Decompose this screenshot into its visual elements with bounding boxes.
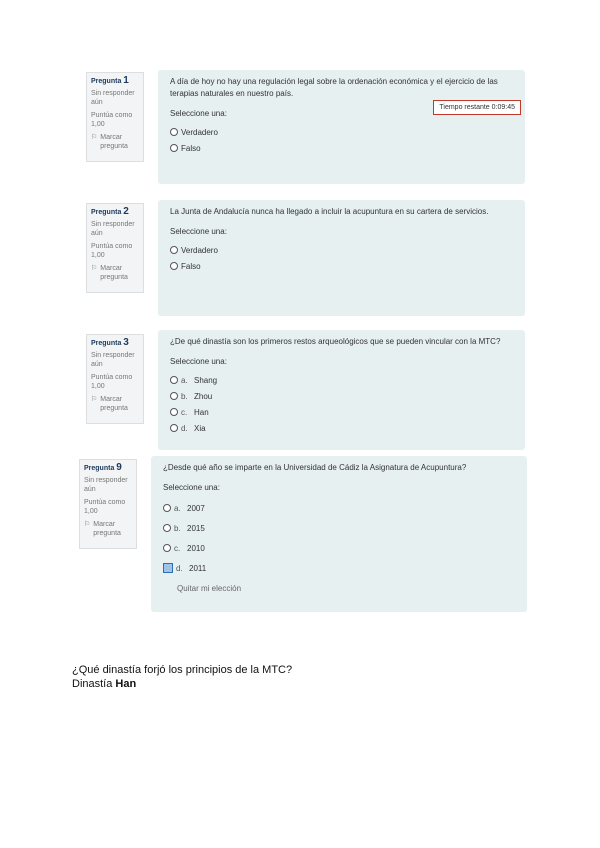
- time-remaining: Tiempo restante 0:09:45: [433, 100, 521, 115]
- question-content: [158, 70, 525, 184]
- question-title: Pregunta 2: [91, 206, 129, 217]
- flag-icon: ⚐: [84, 521, 91, 528]
- answer-option[interactable]: Falso: [170, 258, 513, 274]
- answer-option[interactable]: a. Shang: [170, 372, 513, 388]
- answer-option-selected[interactable]: d. 2011: [163, 558, 515, 578]
- answer-option[interactable]: b. 2015: [163, 518, 515, 538]
- question-status: Sin responder aún: [91, 221, 135, 237]
- select-prompt: Seleccione una:: [170, 109, 227, 118]
- flag-icon: ⚐: [91, 396, 98, 403]
- select-prompt: Seleccione una:: [170, 227, 227, 236]
- radio-button[interactable]: [163, 524, 171, 532]
- radio-button-selected[interactable]: [163, 563, 173, 573]
- question-info: [86, 203, 144, 293]
- question-content: [158, 200, 525, 316]
- question-score: Puntúa como 1,00: [91, 374, 133, 390]
- flag-icon: ⚐: [91, 134, 98, 141]
- answer-option[interactable]: c. Han: [170, 404, 513, 420]
- question-info: [86, 72, 144, 162]
- answer-option[interactable]: Verdadero: [170, 124, 513, 140]
- select-prompt: Seleccione una:: [163, 483, 220, 492]
- select-prompt: Seleccione una:: [170, 357, 227, 366]
- question-info: [79, 459, 137, 549]
- radio-button[interactable]: [170, 144, 178, 152]
- flag-question-link[interactable]: ⚐ Marcar pregunta: [91, 134, 128, 150]
- question-score: Puntúa como 1,00: [84, 499, 126, 515]
- answer-option[interactable]: b. Zhou: [170, 388, 513, 404]
- answer-option[interactable]: Falso: [170, 140, 513, 156]
- question-info: [86, 334, 144, 424]
- flag-question-link[interactable]: ⚐ Marcar pregunta: [84, 521, 121, 537]
- clear-choice-link[interactable]: Quitar mi elección: [177, 584, 242, 593]
- answer-option[interactable]: a. 2007: [163, 498, 515, 518]
- footer-question: ¿Qué dinastía forjó los principios de la MTC?: [72, 664, 293, 676]
- question-text: ¿Desde qué año se imparte en la Universidad de Cádiz la Asignatura de Acupuntura?: [163, 463, 467, 472]
- question-title: Pregunta 9: [84, 462, 122, 473]
- radio-button[interactable]: [170, 424, 178, 432]
- question-score: Puntúa como 1,00: [91, 243, 133, 259]
- radio-button[interactable]: [170, 392, 178, 400]
- radio-button[interactable]: [163, 544, 171, 552]
- radio-button[interactable]: [170, 128, 178, 136]
- flag-question-link[interactable]: ⚐ Marcar pregunta: [91, 396, 128, 412]
- radio-button[interactable]: [163, 504, 171, 512]
- question-content: [158, 330, 525, 450]
- answer-option[interactable]: Verdadero: [170, 242, 513, 258]
- question-score: Puntúa como 1,00: [91, 112, 133, 128]
- flag-question-link[interactable]: ⚐ Marcar pregunta: [91, 265, 128, 281]
- radio-button[interactable]: [170, 246, 178, 254]
- answer-option[interactable]: d. Xia: [170, 420, 513, 436]
- question-status: Sin responder aún: [84, 477, 128, 493]
- question-text: ¿De qué dinastía son los primeros restos arqueológicos que se pueden vincular con la MTC?: [170, 337, 501, 346]
- question-title: Pregunta 3: [91, 337, 129, 348]
- question-title: Pregunta 1: [91, 75, 129, 86]
- question-text: A día de hoy no hay una regulación legal sobre la ordenación económica y el ejercicio de las terapias naturales en nuestro país.: [170, 77, 498, 98]
- footer-answer: Dinastía Han: [72, 678, 137, 690]
- radio-button[interactable]: [170, 376, 178, 384]
- question-text: La Junta de Andalucía nunca ha llegado a incluir la acupuntura en su cartera de servicios.: [170, 207, 489, 216]
- radio-button[interactable]: [170, 408, 178, 416]
- flag-icon: ⚐: [91, 265, 98, 272]
- question-status: Sin responder aún: [91, 352, 135, 368]
- question-status: Sin responder aún: [91, 90, 135, 106]
- question-content: [151, 456, 527, 612]
- radio-button[interactable]: [170, 262, 178, 270]
- answer-option[interactable]: c. 2010: [163, 538, 515, 558]
